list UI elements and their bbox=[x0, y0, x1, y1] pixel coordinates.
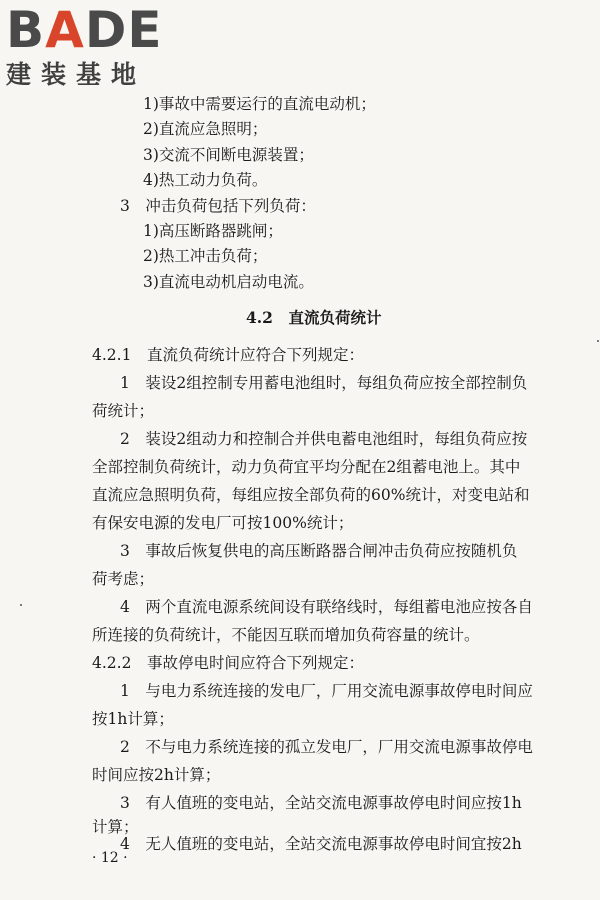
paragraph-line: 2 不与电力系统连接的孤立发电厂，厂用交流电源事故停电 bbox=[120, 738, 533, 756]
paragraph-line: 直流应急照明负荷，每组应按全部负荷的60%统计，对变电站和 bbox=[92, 486, 530, 504]
clause-heading: 4.2.2 事故停电时间应符合下列规定： bbox=[92, 654, 364, 672]
margin-speck bbox=[20, 604, 22, 606]
page-number: · 12 · bbox=[92, 850, 128, 866]
list-item: 1)高压断路器跳闸； bbox=[143, 222, 283, 240]
logo-letter-a: A bbox=[45, 1, 85, 59]
list-item: 4)热工动力负荷。 bbox=[143, 171, 268, 189]
paragraph-line: 全部控制负荷统计，动力负荷宜平均分配在2组蓄电池上。其中 bbox=[92, 458, 521, 476]
logo-letter-b: B bbox=[6, 1, 46, 59]
paragraph-line: 2 装设2组动力和控制合并供电蓄电池组时，每组负荷应按 bbox=[120, 430, 528, 448]
list-item: 3)交流不间断电源装置； bbox=[143, 146, 314, 164]
list-item: 1)事故中需要运行的直流电动机； bbox=[143, 95, 376, 113]
paragraph-line: 1 与电力系统连接的发电厂，厂用交流电源事故停电时间应 bbox=[120, 682, 533, 700]
bade-logo bbox=[6, 1, 176, 94]
paragraph-line: 时间应按2h计算； bbox=[92, 766, 221, 784]
list-item: 3)直流电动机启动电流。 bbox=[143, 273, 314, 291]
paragraph-line: 3 有人值班的变电站，全站交流电源事故停电时间应按1h bbox=[120, 794, 522, 812]
paragraph-line: 有保安电源的发电厂可按100%统计； bbox=[92, 514, 354, 532]
paragraph-line: 4 无人值班的变电站，全站交流电源事故停电时间宜按2h bbox=[120, 835, 522, 853]
paragraph-line: 荷统计； bbox=[92, 402, 155, 420]
logo-subtitle: 建装基地 bbox=[6, 60, 147, 89]
logo-wordmark bbox=[6, 1, 176, 59]
margin-speck bbox=[597, 340, 599, 342]
paragraph-line: 4 两个直流电源系统间设有联络线时，每组蓄电池应按各自 bbox=[120, 598, 533, 616]
clause-heading: 4.2.1 直流负荷统计应符合下列规定： bbox=[92, 346, 364, 364]
list-item: 2)直流应急照明； bbox=[143, 120, 268, 138]
paragraph-line: 按1h计算； bbox=[92, 710, 174, 728]
paragraph-line: 所连接的负荷统计，不能因互联而增加负荷容量的统计。 bbox=[92, 626, 480, 644]
logo-letters-de: DE bbox=[84, 1, 163, 59]
paragraph-line: 3 事故后恢复供电的高压断路器合闸冲击负荷应按随机负 bbox=[120, 542, 518, 560]
section-heading: 4.2 直流负荷统计 bbox=[246, 308, 382, 327]
list-item: 3 冲击负荷包括下列负荷： bbox=[120, 197, 316, 215]
paragraph-line: 1 装设2组控制专用蓄电池组时，每组负荷应按全部控制负 bbox=[120, 374, 528, 392]
paragraph-line: 荷考虑； bbox=[92, 570, 155, 588]
paragraph-line: 计算； bbox=[92, 818, 139, 836]
list-item: 2)热工冲击负荷； bbox=[143, 247, 268, 265]
